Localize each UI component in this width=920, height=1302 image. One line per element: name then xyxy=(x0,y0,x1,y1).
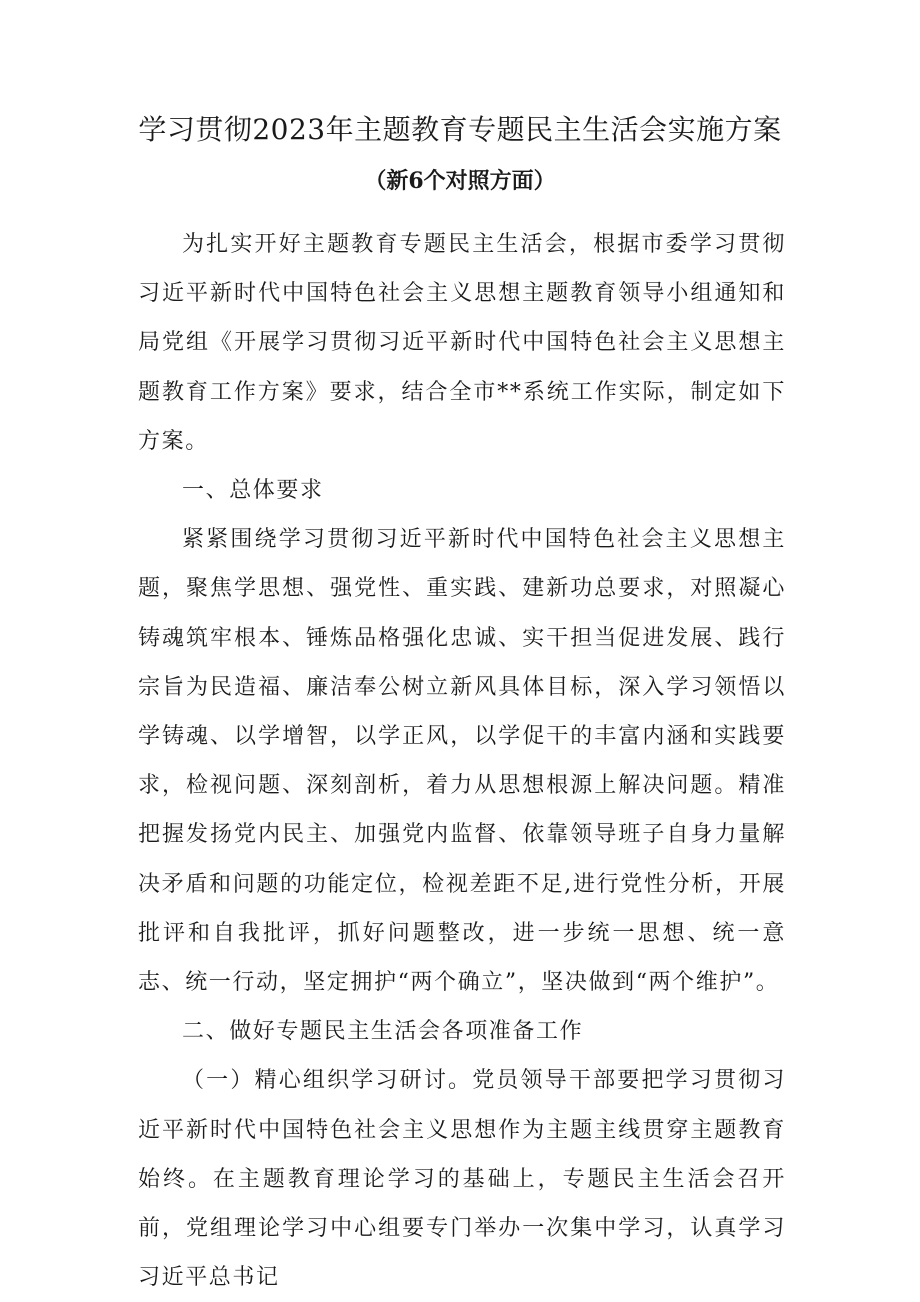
document-subtitle: （新6个对照方面） xyxy=(364,168,556,194)
section-heading-general-requirements: 一、总体要求 xyxy=(182,478,324,504)
document-body xyxy=(138,220,786,1302)
paragraph-intro: 为扎实开好主题教育专题民主生活会，根据市委学习贯彻习近平新时代中国特色社会主义思想主题教育领导小组通知和局党组《开展学习贯彻习近平新时代中国特色社会主义思想主题教育工作方案》要求，结合全市**系统工作实际，制定如下方案。 xyxy=(138,232,786,454)
section-heading-preparation: 二、做好专题民主生活会各项准备工作 xyxy=(182,1019,584,1045)
paragraph-general-requirements: 紧紧围绕学习贯彻习近平新时代中国特色社会主义思想主题，聚焦学思想、强党性、重实践、建新功总要求，对照凝心铸魂筑牢根本、锤炼品格强化忠诚、实干担当促进发展、践行宗旨为民造福、廉洁奉公树立新风具体目标，深入学习领悟以学铸魂、以学增智，以学正风，以学促干的丰富内涵和实践要求，检视问题、深刻剖析，着力从思想根源上解决问题。精准把握发扬党内民主、加强党内监督、依靠领导班子自身力量解决矛盾和问题的功能定位，检视差距不足,进行党性分析，开展批评和自我批评，抓好问题整改，进一步统一思想、统一意志、统一行动，坚定拥护“两个确立”，坚决做到“两个维护”。 xyxy=(138,527,786,996)
paragraph-study-organization: （一）精心组织学习研讨。党员领导干部要把学习贯彻习近平新时代中国特色社会主义思想作为主题主线贯穿主题教育始终。在主题教育理论学习的基础上，专题民主生活会召开前，党组理论学习中心组要专门举办一次集中学习，认真学习习近平总书记 xyxy=(138,1068,786,1291)
document-title: 学习贯彻2023年主题教育专题民主生活会实施方案 xyxy=(138,113,782,146)
